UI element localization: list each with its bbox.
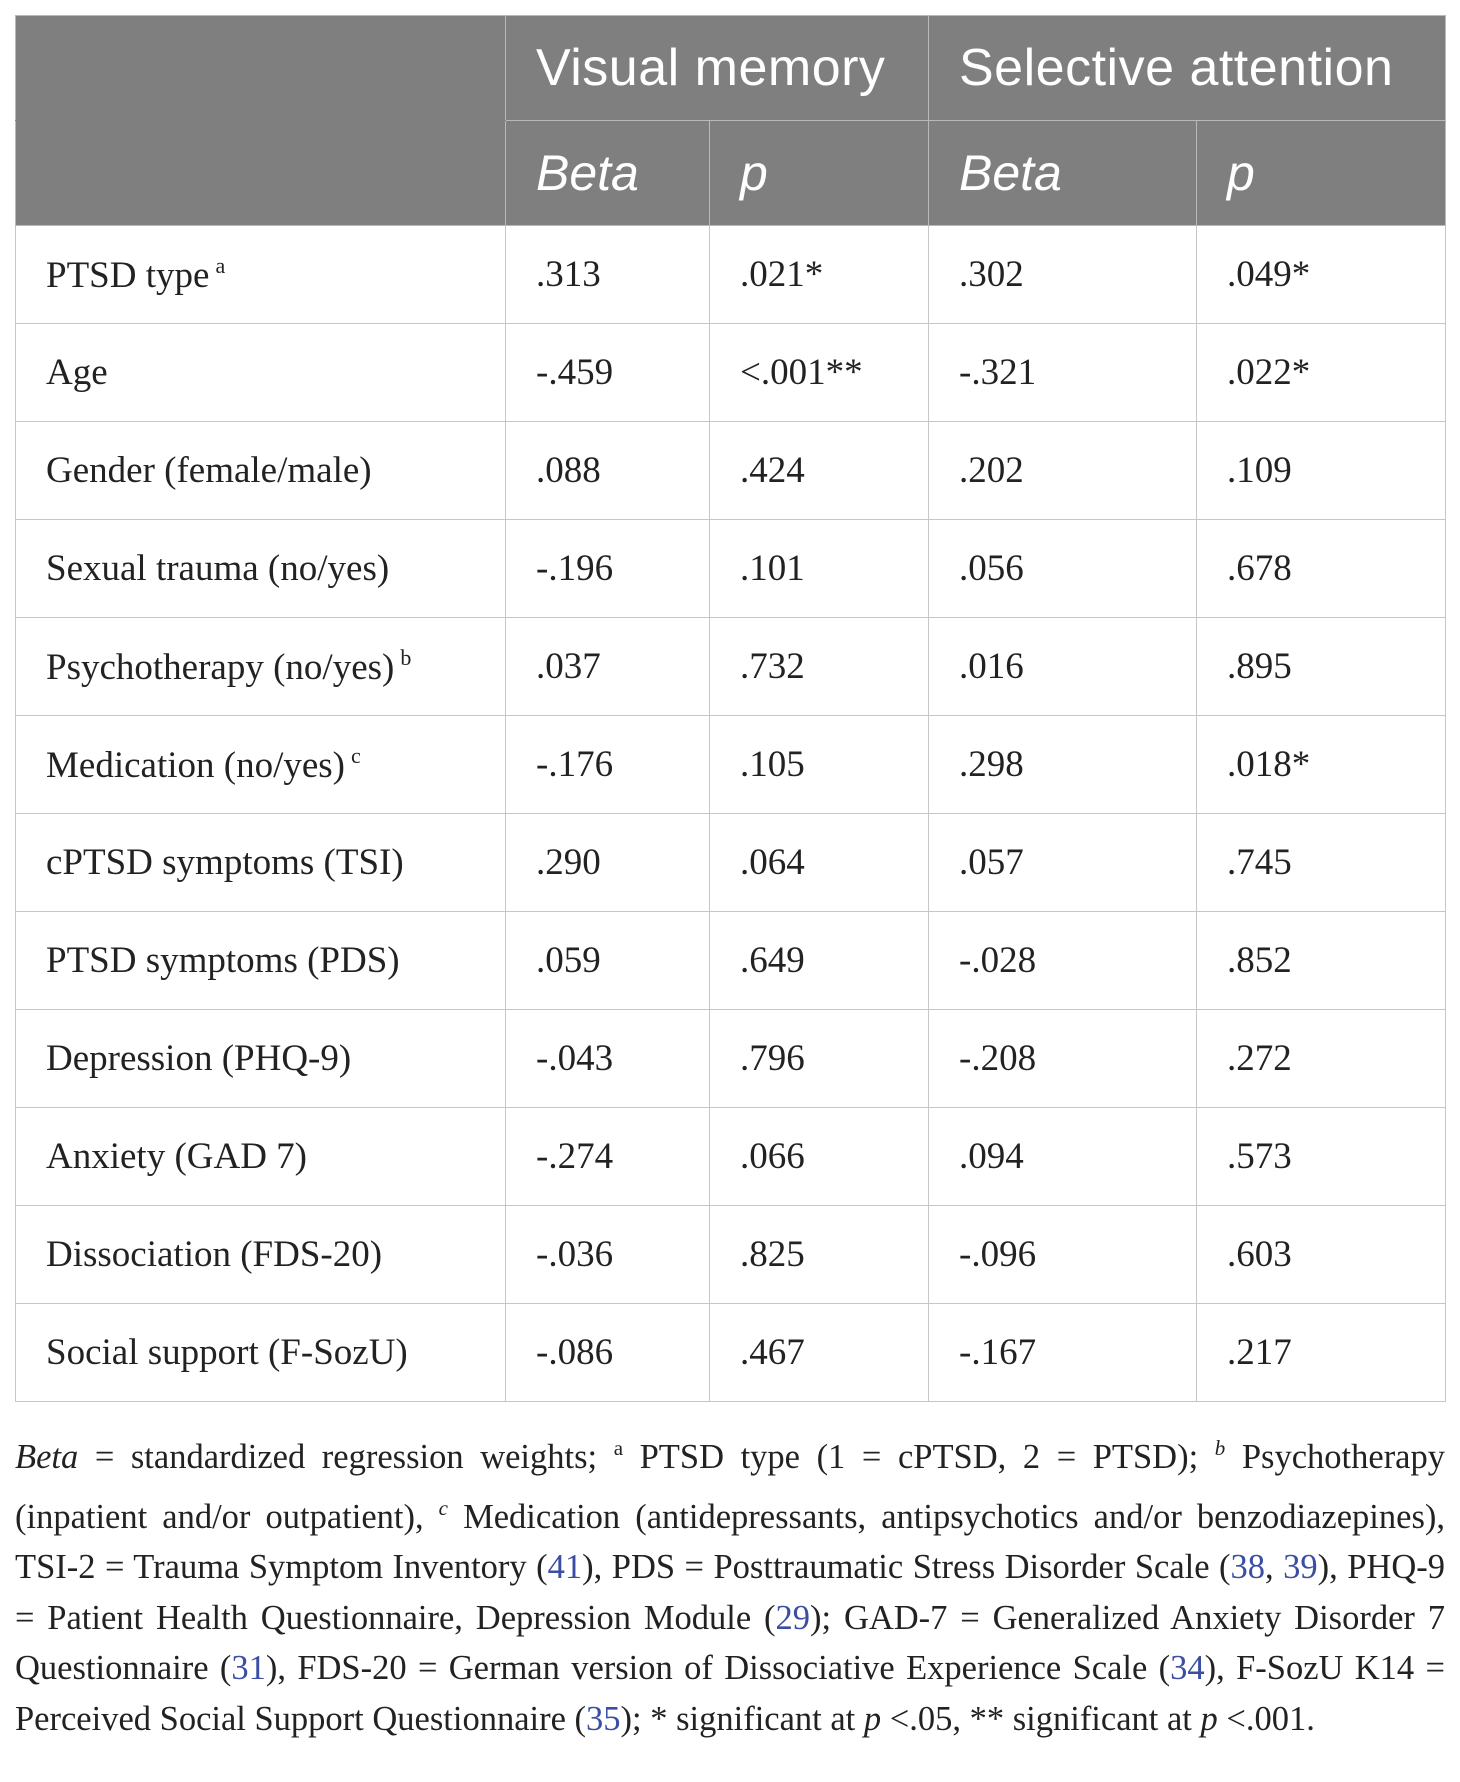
visual-memory-p-cell: .101 xyxy=(710,520,929,618)
row-label: Depression (PHQ-9) xyxy=(46,1038,352,1079)
header-sa-p: p xyxy=(1197,121,1446,226)
table-row xyxy=(16,1304,1446,1402)
row-label: Social support (F-SozU) xyxy=(46,1332,408,1373)
table-body xyxy=(16,226,1446,1402)
selective-attention-p-cell: .895 xyxy=(1197,618,1446,716)
selective-attention-beta-cell: .016 xyxy=(929,618,1197,716)
reference-link-31[interactable]: 31 xyxy=(231,1649,266,1687)
selective-attention-beta-cell: .094 xyxy=(929,1108,1197,1206)
visual-memory-p-cell: .796 xyxy=(710,1010,929,1108)
selective-attention-beta-cell: -.208 xyxy=(929,1010,1197,1108)
table-row xyxy=(16,1206,1446,1304)
header-corner-lower xyxy=(16,121,506,226)
visual-memory-beta-cell: -.176 xyxy=(506,716,710,814)
visual-memory-p-cell: <.001** xyxy=(710,324,929,422)
selective-attention-p-cell: .049* xyxy=(1197,226,1446,324)
selective-attention-beta-cell: .202 xyxy=(929,422,1197,520)
selective-attention-beta-cell: .056 xyxy=(929,520,1197,618)
row-label: Sexual trauma (no/yes) xyxy=(46,548,390,589)
table-row xyxy=(16,520,1446,618)
row-label-cell xyxy=(16,1206,506,1304)
table-row xyxy=(16,1108,1446,1206)
row-label-cell xyxy=(16,814,506,912)
selective-attention-p-cell: .272 xyxy=(1197,1010,1446,1108)
footnote-text: <.001. xyxy=(1217,1699,1315,1738)
visual-memory-p-cell: .424 xyxy=(710,422,929,520)
visual-memory-p-cell: .066 xyxy=(710,1108,929,1206)
regression-table-container xyxy=(15,15,1445,1402)
visual-memory-p-cell: .467 xyxy=(710,1304,929,1402)
row-label-cell xyxy=(16,1108,506,1206)
selective-attention-p-cell: .603 xyxy=(1197,1206,1446,1304)
reference-link-38[interactable]: 38 xyxy=(1230,1548,1266,1586)
visual-memory-p-cell: .105 xyxy=(710,716,929,814)
visual-memory-p-cell: .732 xyxy=(710,618,929,716)
selective-attention-p-cell: .573 xyxy=(1197,1108,1446,1206)
reference-link-35[interactable]: 35 xyxy=(586,1699,621,1738)
footnote-sup-a: a xyxy=(613,1436,624,1460)
row-label: Dissociation (FDS-20) xyxy=(46,1234,383,1275)
row-label-cell xyxy=(16,716,506,814)
selective-attention-p-cell: .022* xyxy=(1197,324,1446,422)
selective-attention-p-cell: .217 xyxy=(1197,1304,1446,1402)
table-row xyxy=(16,716,1446,814)
reference-link-29[interactable]: 29 xyxy=(775,1598,811,1637)
footnote-text: ); * significant at xyxy=(620,1699,864,1738)
selective-attention-beta-cell: -.167 xyxy=(929,1304,1197,1402)
footnote-text: ), F-SozU K14 = Perceived Social Support Questionnaire ( xyxy=(15,1649,1445,1738)
header-sa-beta: Beta xyxy=(929,121,1197,226)
footnote-sup-b: b xyxy=(1214,1436,1226,1460)
row-label: Medication (no/yes) xyxy=(46,744,345,786)
visual-memory-p-cell: .825 xyxy=(710,1206,929,1304)
selective-attention-p-cell: .852 xyxy=(1197,912,1446,1010)
selective-attention-beta-cell: -.028 xyxy=(929,912,1197,1010)
footnote-text: ), PHQ-9 = Patient Health Questionnaire, Depression Module ( xyxy=(15,1548,1446,1637)
visual-memory-beta-cell: -.274 xyxy=(506,1108,710,1206)
row-label: Psychotherapy (no/yes) xyxy=(46,646,395,688)
footnote-text: Psychotherapy (inpatient and/or outpatient), xyxy=(15,1438,1445,1536)
visual-memory-beta-cell: .290 xyxy=(506,814,710,912)
header-vm-p: p xyxy=(710,121,929,226)
header-group-row xyxy=(16,16,1446,121)
regression-table xyxy=(15,15,1446,1402)
table-row xyxy=(16,814,1446,912)
visual-memory-beta-cell: -.196 xyxy=(506,520,710,618)
row-label: cPTSD symptoms (TSI) xyxy=(46,842,404,883)
visual-memory-p-cell: .064 xyxy=(710,814,929,912)
row-label-superscript: b xyxy=(400,644,412,670)
footnote-p-italic: p xyxy=(863,1699,882,1738)
selective-attention-beta-cell: .298 xyxy=(929,716,1197,814)
row-label-cell xyxy=(16,520,506,618)
footnote-text: ), PDS = Posttraumatic Stress Disorder Scale ( xyxy=(582,1548,1231,1586)
row-label-cell xyxy=(16,226,506,324)
footnote-text: , xyxy=(1265,1548,1284,1586)
selective-attention-beta-cell: -.096 xyxy=(929,1206,1197,1304)
row-label: PTSD symptoms (PDS) xyxy=(46,940,400,981)
visual-memory-beta-cell: .037 xyxy=(506,618,710,716)
footnote-sup-c: c xyxy=(438,1495,448,1520)
footnote-beta-term: Beta xyxy=(15,1438,79,1476)
table-row xyxy=(16,618,1446,716)
footnote-text: Medication (antidepressants, antipsychotics and/or benzodiazepines), TSI-2 = Trauma Symptom Inventory ( xyxy=(15,1497,1445,1586)
row-label-superscript: c xyxy=(351,742,361,768)
row-label: Age xyxy=(46,352,108,393)
selective-attention-beta-cell: .302 xyxy=(929,226,1197,324)
footnote-p-italic: p xyxy=(1200,1699,1218,1738)
visual-memory-beta-cell: -.043 xyxy=(506,1010,710,1108)
header-visual-memory: Visual memory xyxy=(506,16,929,121)
row-label-cell xyxy=(16,1010,506,1108)
reference-link-41[interactable]: 41 xyxy=(547,1548,583,1586)
reference-link-34[interactable]: 34 xyxy=(1170,1649,1205,1687)
footnote-text: = standardized regression weights; xyxy=(78,1438,614,1476)
visual-memory-beta-cell: -.036 xyxy=(506,1206,710,1304)
selective-attention-p-cell: .745 xyxy=(1197,814,1446,912)
footnote-text: ); GAD-7 = Generalized Anxiety Disorder 7 Questionnaire ( xyxy=(15,1598,1445,1687)
row-label-cell xyxy=(16,912,506,1010)
row-label-superscript: a xyxy=(215,252,226,278)
visual-memory-beta-cell: .059 xyxy=(506,912,710,1010)
table-row xyxy=(16,422,1446,520)
visual-memory-p-cell: .649 xyxy=(710,912,929,1010)
visual-memory-beta-cell: .313 xyxy=(506,226,710,324)
selective-attention-beta-cell: .057 xyxy=(929,814,1197,912)
visual-memory-beta-cell: -.459 xyxy=(506,324,710,422)
footnote-text: <.05, ** significant at xyxy=(881,1699,1201,1738)
selective-attention-p-cell: .018* xyxy=(1197,716,1446,814)
row-label: Gender (female/male) xyxy=(46,450,372,491)
selective-attention-beta-cell: -.321 xyxy=(929,324,1197,422)
selective-attention-p-cell: .109 xyxy=(1197,422,1446,520)
reference-link-39[interactable]: 39 xyxy=(1283,1548,1318,1586)
header-vm-beta: Beta xyxy=(506,121,710,226)
footnote-text: PTSD type (1 = cPTSD, 2 = PTSD); xyxy=(623,1438,1215,1476)
row-label-cell xyxy=(16,618,506,716)
header-sub-row xyxy=(16,121,1446,226)
row-label-cell xyxy=(16,1304,506,1402)
header-corner xyxy=(16,16,506,121)
row-label: PTSD type xyxy=(46,254,210,296)
header-selective-attention: Selective attention xyxy=(929,16,1446,121)
row-label-cell xyxy=(16,324,506,422)
visual-memory-beta-cell: -.086 xyxy=(506,1304,710,1402)
table-footnote xyxy=(15,1423,1445,1744)
table-header xyxy=(16,16,1446,226)
table-row xyxy=(16,912,1446,1010)
row-label-cell xyxy=(16,422,506,520)
table-row xyxy=(16,1010,1446,1108)
row-label: Anxiety (GAD 7) xyxy=(46,1136,308,1177)
footnote-text: ), FDS-20 = German version of Dissociative Experience Scale ( xyxy=(265,1649,1171,1687)
table-row xyxy=(16,226,1446,324)
table-row xyxy=(16,324,1446,422)
selective-attention-p-cell: .678 xyxy=(1197,520,1446,618)
visual-memory-p-cell: .021* xyxy=(710,226,929,324)
visual-memory-beta-cell: .088 xyxy=(506,422,710,520)
